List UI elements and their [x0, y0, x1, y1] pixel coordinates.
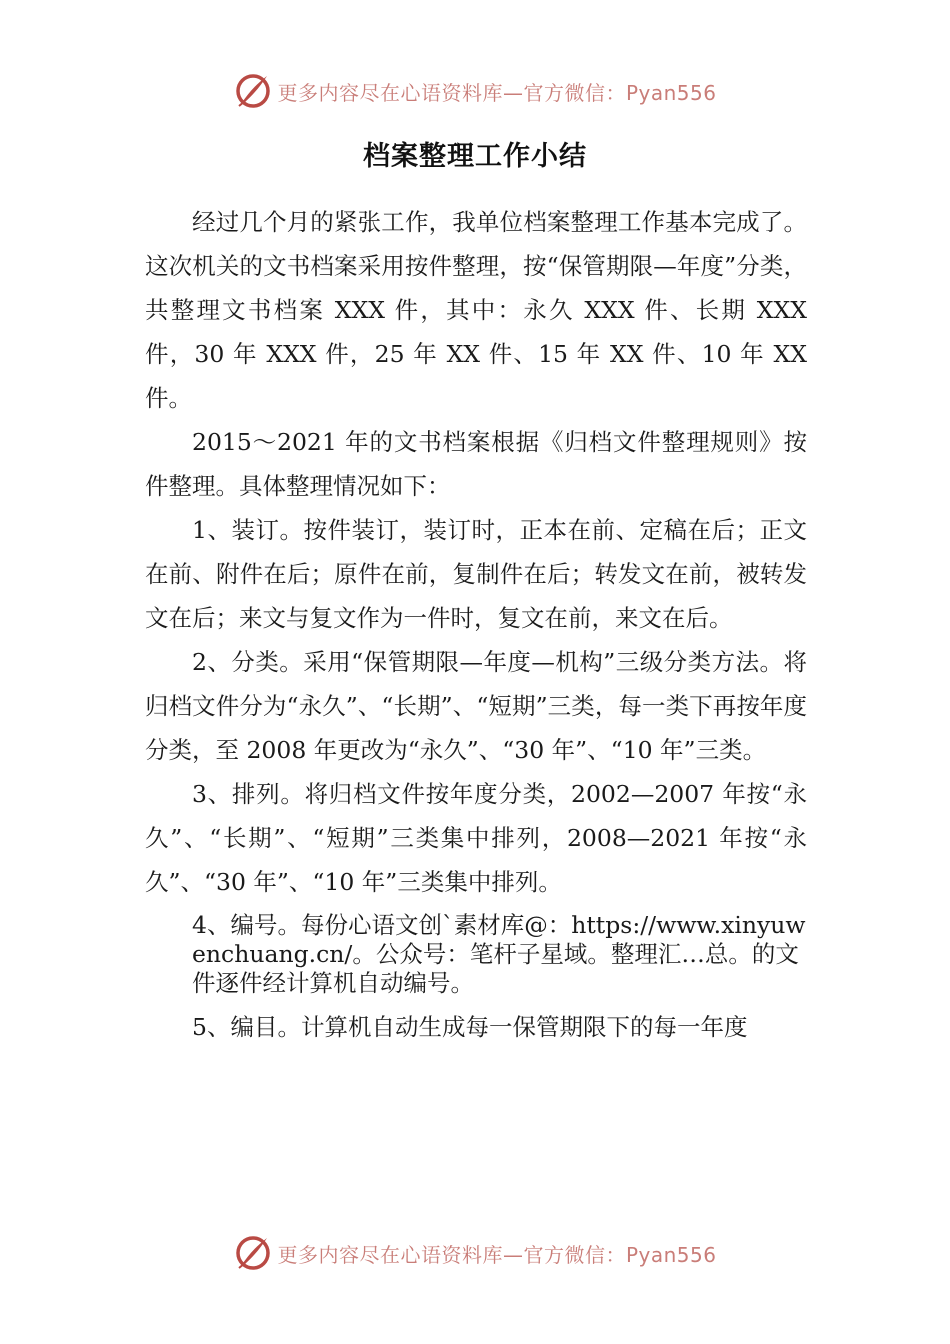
header-banner-text: 更多内容尽在心语资料库—官方微信：Pyan556	[277, 80, 717, 105]
paragraph-overview: 2015～2021 年的文书档案根据《归档文件整理规则》按件整理。具体整理情况如下：	[145, 428, 807, 500]
header-banner-inner	[233, 71, 716, 111]
paragraph-intro: 经过几个月的紧张工作，我单位档案整理工作基本完成了。这次机关的文书档案采用按件整理，按“保管期限—年度”分类，共整理文书档案 XXX 件，其中：永久 XXX 件、长期 XXX 件，30 年 XXX 件，25 年 XX 件、15 年 XX 件、10 年 XX 件。	[145, 208, 807, 412]
header-banner	[0, 66, 950, 116]
footer-banner	[0, 1228, 950, 1278]
document-title: 档案整理工作小结	[363, 141, 587, 172]
paragraph-numbering: 4、编号。每份心语文创`素材库@：https://www.xinyuwenchuang.cn/。公众号：笔杆子星域。整理汇…总。的文件逐件经计算机自动编号。	[192, 911, 806, 997]
document-body	[145, 200, 807, 1049]
quill-logo-icon	[233, 71, 273, 111]
paragraph-classification: 2、分类。采用“保管期限—年度—机构”三级分类方法。将归档文件分为“永久”、“长期”、“短期”三类，每一类下再按年度分类，至 2008 年更改为“永久”、“30 年”、“10 年”三类。	[145, 648, 807, 764]
footer-banner-inner	[233, 1233, 716, 1273]
paragraph-cataloging: 5、编目。计算机自动生成每一保管期限下的每一年度	[192, 1013, 748, 1041]
footer-banner-text: 更多内容尽在心语资料库—官方微信：Pyan556	[277, 1242, 717, 1267]
paragraph-binding: 1、装订。按件装订，装订时，正本在前、定稿在后；正文在前、附件在后；原件在前，复制件在后；转发文在前，被转发文在后；来文与复文作为一件时，复文在前，来文在后。	[145, 516, 807, 632]
quill-logo-icon	[233, 1233, 273, 1273]
paragraph-arrangement: 3、排列。将归档文件按年度分类，2002—2007 年按“永久”、“长期”、“短期”三类集中排列，2008—2021 年按“永久”、“30 年”、“10 年”三类集中排列。	[145, 780, 807, 896]
